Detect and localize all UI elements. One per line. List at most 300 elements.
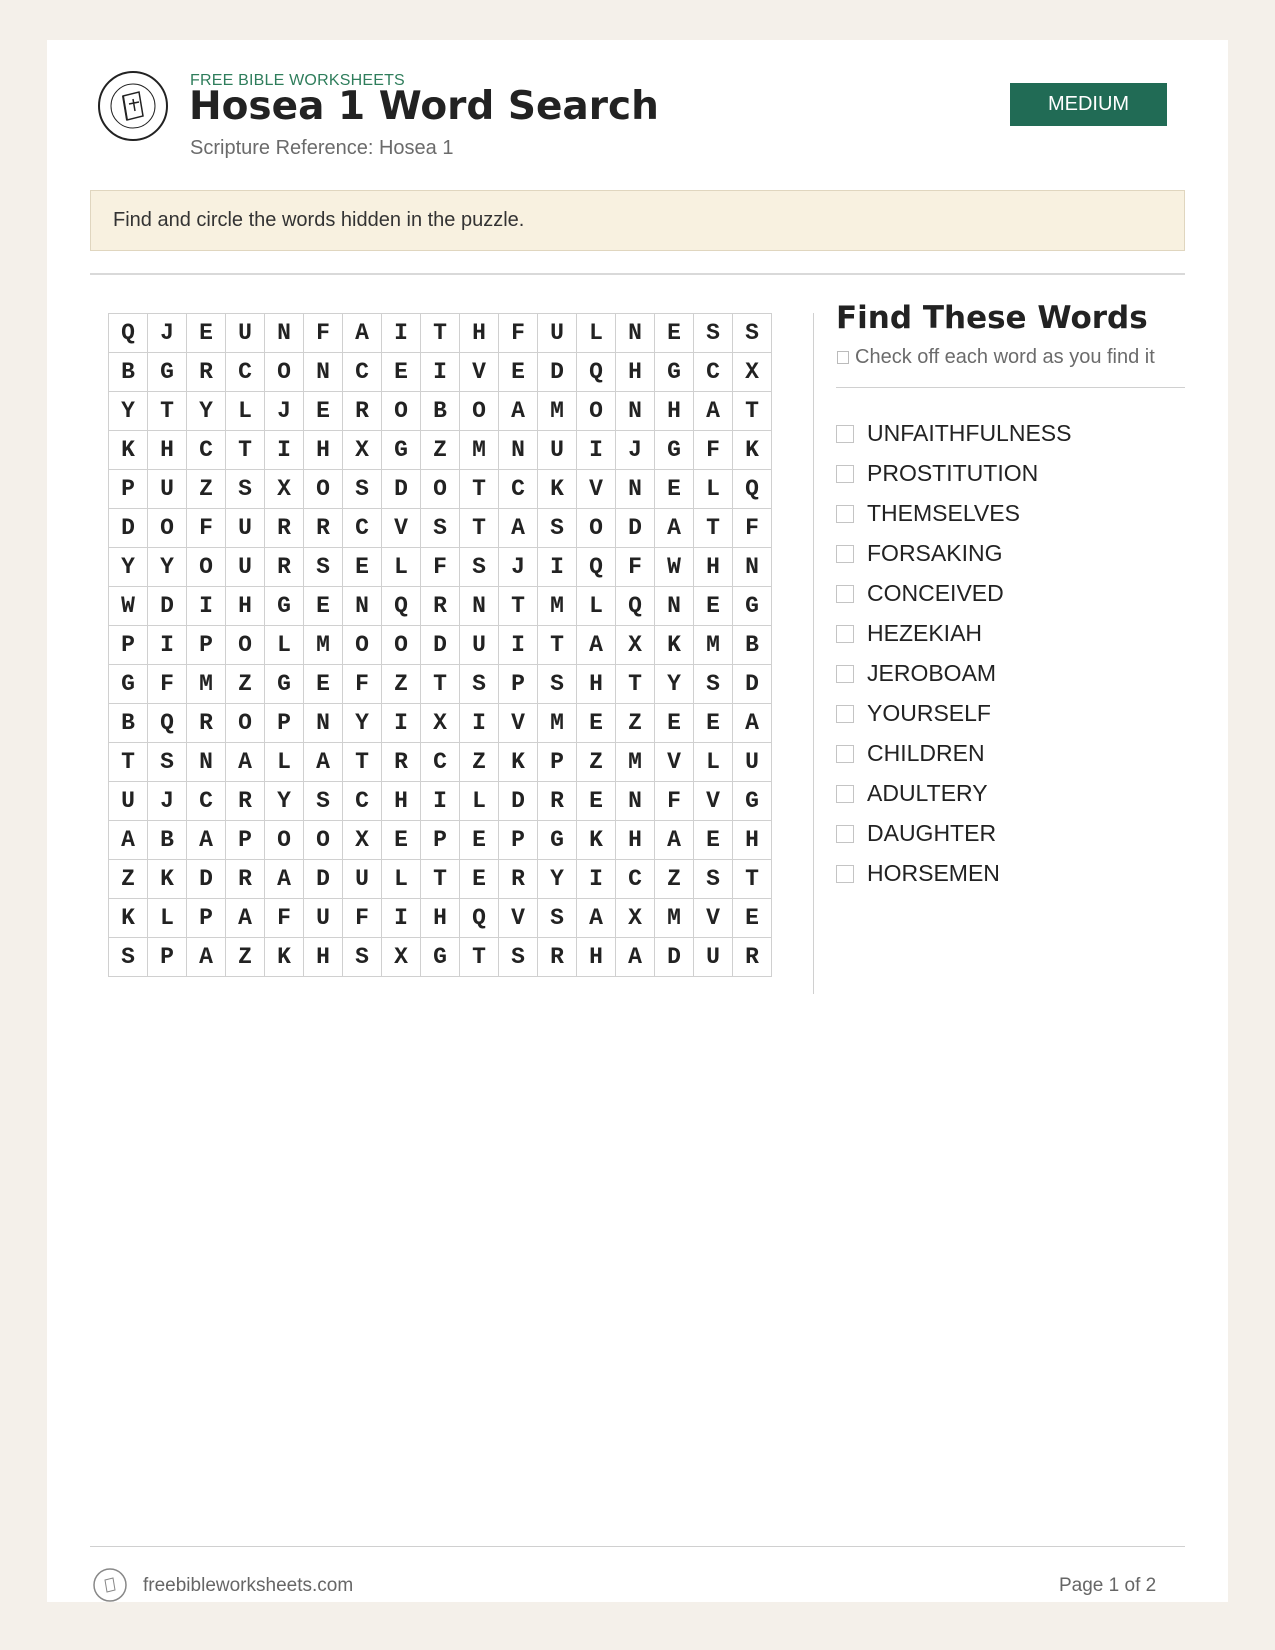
grid-cell[interactable]: I <box>421 782 460 821</box>
grid-cell[interactable]: E <box>694 704 733 743</box>
grid-cell[interactable]: U <box>226 314 265 353</box>
grid-cell[interactable]: M <box>538 704 577 743</box>
grid-cell[interactable]: A <box>343 314 382 353</box>
grid-cell[interactable]: L <box>694 743 733 782</box>
grid-cell[interactable]: E <box>694 587 733 626</box>
grid-cell[interactable]: P <box>187 626 226 665</box>
grid-cell[interactable]: R <box>538 782 577 821</box>
grid-cell[interactable]: Q <box>577 353 616 392</box>
grid-cell[interactable]: N <box>616 470 655 509</box>
grid-cell[interactable]: L <box>265 743 304 782</box>
grid-cell[interactable]: G <box>148 353 187 392</box>
grid-cell[interactable]: X <box>616 626 655 665</box>
grid-cell[interactable]: O <box>304 821 343 860</box>
word-checkbox[interactable] <box>836 585 854 603</box>
grid-cell[interactable]: X <box>616 899 655 938</box>
grid-cell[interactable]: F <box>421 548 460 587</box>
grid-cell[interactable]: I <box>499 626 538 665</box>
grid-cell[interactable]: Q <box>577 548 616 587</box>
grid-cell[interactable]: H <box>304 431 343 470</box>
grid-cell[interactable]: B <box>733 626 772 665</box>
grid-cell[interactable]: E <box>304 587 343 626</box>
grid-cell[interactable]: C <box>187 782 226 821</box>
grid-cell[interactable]: O <box>265 821 304 860</box>
grid-cell[interactable]: Z <box>460 743 499 782</box>
grid-cell[interactable]: Z <box>226 665 265 704</box>
grid-cell[interactable]: U <box>343 860 382 899</box>
grid-cell[interactable]: S <box>304 782 343 821</box>
grid-cell[interactable]: C <box>343 353 382 392</box>
word-checkbox[interactable] <box>836 665 854 683</box>
grid-cell[interactable]: F <box>265 899 304 938</box>
grid-cell[interactable]: T <box>421 860 460 899</box>
grid-cell[interactable]: M <box>538 392 577 431</box>
grid-cell[interactable]: A <box>265 860 304 899</box>
grid-cell[interactable]: E <box>733 899 772 938</box>
grid-cell[interactable]: V <box>694 899 733 938</box>
grid-cell[interactable]: S <box>148 743 187 782</box>
grid-cell[interactable]: I <box>538 548 577 587</box>
grid-cell[interactable]: K <box>265 938 304 977</box>
grid-cell[interactable]: Y <box>538 860 577 899</box>
grid-cell[interactable]: N <box>304 704 343 743</box>
grid-cell[interactable]: Y <box>109 392 148 431</box>
grid-cell[interactable]: F <box>304 314 343 353</box>
grid-cell[interactable]: N <box>499 431 538 470</box>
word-list-item[interactable] <box>836 453 1071 493</box>
grid-cell[interactable]: J <box>148 314 187 353</box>
word-checkbox[interactable] <box>836 865 854 883</box>
grid-cell[interactable]: Y <box>109 548 148 587</box>
grid-cell[interactable]: N <box>187 743 226 782</box>
grid-cell[interactable]: T <box>733 860 772 899</box>
grid-cell[interactable]: Q <box>148 704 187 743</box>
grid-cell[interactable]: R <box>304 509 343 548</box>
grid-cell[interactable]: L <box>382 860 421 899</box>
grid-cell[interactable]: H <box>577 665 616 704</box>
grid-cell[interactable]: T <box>421 665 460 704</box>
grid-cell[interactable]: C <box>694 353 733 392</box>
grid-cell[interactable]: A <box>577 899 616 938</box>
grid-cell[interactable]: G <box>733 587 772 626</box>
grid-cell[interactable]: Z <box>421 431 460 470</box>
grid-cell[interactable]: J <box>499 548 538 587</box>
grid-cell[interactable]: B <box>148 821 187 860</box>
grid-cell[interactable]: S <box>538 509 577 548</box>
grid-cell[interactable]: K <box>733 431 772 470</box>
grid-cell[interactable]: C <box>343 782 382 821</box>
grid-cell[interactable]: G <box>109 665 148 704</box>
grid-cell[interactable]: A <box>226 899 265 938</box>
grid-cell[interactable]: H <box>382 782 421 821</box>
grid-cell[interactable]: M <box>187 665 226 704</box>
grid-cell[interactable]: S <box>460 665 499 704</box>
word-list-item[interactable] <box>836 613 1071 653</box>
grid-cell[interactable]: R <box>265 548 304 587</box>
grid-cell[interactable]: Z <box>382 665 421 704</box>
grid-cell[interactable]: R <box>226 782 265 821</box>
grid-cell[interactable]: Z <box>187 470 226 509</box>
grid-cell[interactable]: N <box>733 548 772 587</box>
grid-cell[interactable]: A <box>499 392 538 431</box>
grid-cell[interactable]: L <box>577 587 616 626</box>
grid-cell[interactable]: R <box>226 860 265 899</box>
grid-cell[interactable]: A <box>109 821 148 860</box>
grid-cell[interactable]: T <box>538 626 577 665</box>
grid-cell[interactable]: X <box>343 431 382 470</box>
grid-cell[interactable]: F <box>187 509 226 548</box>
grid-cell[interactable]: E <box>655 704 694 743</box>
grid-cell[interactable]: Q <box>109 314 148 353</box>
grid-cell[interactable]: Z <box>226 938 265 977</box>
footer-site-link[interactable]: freebibleworksheets.com <box>143 1575 354 1596</box>
grid-cell[interactable]: G <box>265 587 304 626</box>
grid-cell[interactable]: Z <box>616 704 655 743</box>
grid-cell[interactable]: K <box>655 626 694 665</box>
grid-cell[interactable]: S <box>538 665 577 704</box>
grid-cell[interactable]: Y <box>343 704 382 743</box>
grid-cell[interactable]: I <box>382 899 421 938</box>
grid-cell[interactable]: R <box>343 392 382 431</box>
grid-cell[interactable]: E <box>382 353 421 392</box>
grid-cell[interactable]: D <box>616 509 655 548</box>
grid-cell[interactable]: C <box>616 860 655 899</box>
word-list-item[interactable] <box>836 813 1071 853</box>
grid-cell[interactable]: P <box>499 665 538 704</box>
grid-cell[interactable]: A <box>304 743 343 782</box>
grid-cell[interactable]: T <box>148 392 187 431</box>
grid-cell[interactable]: M <box>304 626 343 665</box>
grid-cell[interactable]: P <box>187 899 226 938</box>
grid-cell[interactable]: T <box>226 431 265 470</box>
grid-cell[interactable]: N <box>343 587 382 626</box>
grid-cell[interactable]: M <box>538 587 577 626</box>
grid-cell[interactable]: Q <box>460 899 499 938</box>
word-list-item[interactable] <box>836 733 1071 773</box>
word-checkbox[interactable] <box>836 745 854 763</box>
grid-cell[interactable]: L <box>148 899 187 938</box>
grid-cell[interactable]: N <box>655 587 694 626</box>
grid-cell[interactable]: G <box>733 782 772 821</box>
grid-cell[interactable]: A <box>577 626 616 665</box>
grid-cell[interactable]: U <box>460 626 499 665</box>
grid-cell[interactable]: X <box>382 938 421 977</box>
grid-cell[interactable]: S <box>694 860 733 899</box>
grid-cell[interactable]: M <box>655 899 694 938</box>
grid-cell[interactable]: F <box>343 899 382 938</box>
grid-cell[interactable]: O <box>304 470 343 509</box>
grid-cell[interactable]: H <box>616 821 655 860</box>
grid-cell[interactable]: A <box>226 743 265 782</box>
grid-cell[interactable]: Q <box>616 587 655 626</box>
grid-cell[interactable]: H <box>304 938 343 977</box>
grid-cell[interactable]: S <box>733 314 772 353</box>
grid-cell[interactable]: I <box>382 704 421 743</box>
grid-cell[interactable]: Q <box>382 587 421 626</box>
word-list-item[interactable] <box>836 853 1071 893</box>
grid-cell[interactable]: H <box>148 431 187 470</box>
grid-cell[interactable]: J <box>265 392 304 431</box>
grid-cell[interactable]: T <box>460 470 499 509</box>
grid-cell[interactable]: D <box>109 509 148 548</box>
grid-cell[interactable]: V <box>499 704 538 743</box>
grid-cell[interactable]: K <box>109 431 148 470</box>
grid-cell[interactable]: V <box>460 353 499 392</box>
grid-cell[interactable]: E <box>343 548 382 587</box>
grid-cell[interactable]: R <box>382 743 421 782</box>
grid-cell[interactable]: H <box>655 392 694 431</box>
grid-cell[interactable]: K <box>109 899 148 938</box>
grid-cell[interactable]: I <box>382 314 421 353</box>
grid-cell[interactable]: U <box>538 431 577 470</box>
grid-cell[interactable]: G <box>655 353 694 392</box>
grid-cell[interactable]: K <box>499 743 538 782</box>
grid-cell[interactable]: H <box>694 548 733 587</box>
grid-cell[interactable]: T <box>460 938 499 977</box>
grid-cell[interactable]: X <box>265 470 304 509</box>
grid-cell[interactable]: P <box>265 704 304 743</box>
grid-cell[interactable]: M <box>616 743 655 782</box>
grid-cell[interactable]: A <box>187 938 226 977</box>
grid-cell[interactable]: I <box>187 587 226 626</box>
word-checkbox[interactable] <box>836 465 854 483</box>
grid-cell[interactable]: E <box>460 821 499 860</box>
grid-cell[interactable]: S <box>343 470 382 509</box>
grid-cell[interactable]: N <box>265 314 304 353</box>
grid-cell[interactable]: T <box>421 314 460 353</box>
grid-cell[interactable]: H <box>226 587 265 626</box>
word-checkbox[interactable] <box>836 425 854 443</box>
grid-cell[interactable]: I <box>460 704 499 743</box>
word-checkbox[interactable] <box>836 825 854 843</box>
grid-cell[interactable]: L <box>265 626 304 665</box>
grid-cell[interactable]: E <box>577 782 616 821</box>
grid-cell[interactable]: N <box>616 392 655 431</box>
grid-cell[interactable]: X <box>733 353 772 392</box>
grid-cell[interactable]: Y <box>655 665 694 704</box>
grid-cell[interactable]: P <box>538 743 577 782</box>
grid-cell[interactable]: D <box>382 470 421 509</box>
grid-cell[interactable]: F <box>616 548 655 587</box>
grid-cell[interactable]: H <box>733 821 772 860</box>
grid-cell[interactable]: T <box>460 509 499 548</box>
grid-cell[interactable]: L <box>382 548 421 587</box>
grid-cell[interactable]: E <box>499 353 538 392</box>
word-list-item[interactable] <box>836 533 1071 573</box>
grid-cell[interactable]: B <box>109 353 148 392</box>
grid-cell[interactable]: A <box>499 509 538 548</box>
grid-cell[interactable]: E <box>304 392 343 431</box>
grid-cell[interactable]: O <box>382 626 421 665</box>
grid-cell[interactable]: K <box>577 821 616 860</box>
word-list-item[interactable] <box>836 653 1071 693</box>
grid-cell[interactable]: U <box>226 548 265 587</box>
grid-cell[interactable]: Y <box>187 392 226 431</box>
grid-cell[interactable]: N <box>460 587 499 626</box>
grid-cell[interactable]: L <box>226 392 265 431</box>
grid-cell[interactable]: G <box>655 431 694 470</box>
grid-cell[interactable]: T <box>694 509 733 548</box>
grid-cell[interactable]: D <box>304 860 343 899</box>
word-list-item[interactable] <box>836 773 1071 813</box>
grid-cell[interactable]: G <box>265 665 304 704</box>
grid-cell[interactable]: B <box>109 704 148 743</box>
grid-cell[interactable]: K <box>148 860 187 899</box>
grid-cell[interactable]: N <box>304 353 343 392</box>
grid-cell[interactable]: D <box>499 782 538 821</box>
grid-cell[interactable]: I <box>148 626 187 665</box>
grid-cell[interactable]: U <box>304 899 343 938</box>
grid-cell[interactable]: R <box>265 509 304 548</box>
grid-cell[interactable]: N <box>616 782 655 821</box>
grid-cell[interactable]: E <box>304 665 343 704</box>
grid-cell[interactable]: X <box>421 704 460 743</box>
grid-cell[interactable]: C <box>187 431 226 470</box>
grid-cell[interactable]: E <box>694 821 733 860</box>
grid-cell[interactable]: S <box>460 548 499 587</box>
word-checkbox[interactable] <box>836 785 854 803</box>
grid-cell[interactable]: U <box>733 743 772 782</box>
grid-cell[interactable]: R <box>421 587 460 626</box>
word-checkbox[interactable] <box>836 705 854 723</box>
grid-cell[interactable]: E <box>655 314 694 353</box>
grid-cell[interactable]: A <box>187 821 226 860</box>
grid-cell[interactable]: F <box>655 782 694 821</box>
grid-cell[interactable]: H <box>421 899 460 938</box>
grid-cell[interactable]: V <box>382 509 421 548</box>
grid-cell[interactable]: L <box>460 782 499 821</box>
grid-cell[interactable]: E <box>187 314 226 353</box>
grid-cell[interactable]: G <box>421 938 460 977</box>
grid-cell[interactable]: O <box>343 626 382 665</box>
grid-cell[interactable]: O <box>460 392 499 431</box>
grid-cell[interactable]: J <box>616 431 655 470</box>
grid-cell[interactable]: R <box>499 860 538 899</box>
word-checkbox[interactable] <box>836 545 854 563</box>
grid-cell[interactable]: O <box>265 353 304 392</box>
grid-cell[interactable]: J <box>148 782 187 821</box>
grid-cell[interactable]: V <box>655 743 694 782</box>
grid-cell[interactable]: H <box>616 353 655 392</box>
grid-cell[interactable]: O <box>148 509 187 548</box>
grid-cell[interactable]: I <box>577 860 616 899</box>
grid-cell[interactable]: X <box>343 821 382 860</box>
grid-cell[interactable]: O <box>226 626 265 665</box>
grid-cell[interactable]: F <box>499 314 538 353</box>
grid-cell[interactable]: R <box>733 938 772 977</box>
grid-cell[interactable]: Q <box>733 470 772 509</box>
grid-cell[interactable]: Z <box>655 860 694 899</box>
grid-cell[interactable]: I <box>265 431 304 470</box>
grid-cell[interactable]: U <box>694 938 733 977</box>
grid-cell[interactable]: A <box>616 938 655 977</box>
grid-cell[interactable]: U <box>109 782 148 821</box>
grid-cell[interactable]: D <box>421 626 460 665</box>
grid-cell[interactable]: V <box>499 899 538 938</box>
grid-cell[interactable]: E <box>655 470 694 509</box>
grid-cell[interactable]: M <box>460 431 499 470</box>
grid-cell[interactable]: C <box>226 353 265 392</box>
word-list-item[interactable] <box>836 693 1071 733</box>
grid-cell[interactable]: T <box>616 665 655 704</box>
grid-cell[interactable]: F <box>694 431 733 470</box>
grid-cell[interactable]: E <box>577 704 616 743</box>
grid-cell[interactable]: I <box>421 353 460 392</box>
grid-cell[interactable]: O <box>577 509 616 548</box>
grid-cell[interactable]: F <box>733 509 772 548</box>
word-list-item[interactable] <box>836 413 1071 453</box>
grid-cell[interactable]: D <box>538 353 577 392</box>
grid-cell[interactable]: T <box>343 743 382 782</box>
grid-cell[interactable]: D <box>733 665 772 704</box>
grid-cell[interactable]: D <box>187 860 226 899</box>
word-checkbox[interactable] <box>836 505 854 523</box>
grid-cell[interactable]: M <box>694 626 733 665</box>
grid-cell[interactable]: T <box>109 743 148 782</box>
grid-cell[interactable]: F <box>343 665 382 704</box>
grid-cell[interactable]: D <box>655 938 694 977</box>
grid-cell[interactable]: A <box>655 509 694 548</box>
grid-cell[interactable]: P <box>148 938 187 977</box>
grid-cell[interactable]: Z <box>109 860 148 899</box>
word-list-item[interactable] <box>836 493 1071 533</box>
grid-cell[interactable]: L <box>694 470 733 509</box>
grid-cell[interactable]: Y <box>265 782 304 821</box>
grid-cell[interactable]: S <box>343 938 382 977</box>
grid-cell[interactable]: S <box>694 314 733 353</box>
grid-cell[interactable]: A <box>655 821 694 860</box>
grid-cell[interactable]: T <box>733 392 772 431</box>
grid-cell[interactable]: D <box>148 587 187 626</box>
grid-cell[interactable]: E <box>382 821 421 860</box>
grid-cell[interactable]: O <box>577 392 616 431</box>
grid-cell[interactable]: R <box>538 938 577 977</box>
grid-cell[interactable]: S <box>538 899 577 938</box>
grid-cell[interactable]: U <box>538 314 577 353</box>
grid-cell[interactable]: R <box>187 353 226 392</box>
grid-cell[interactable]: T <box>499 587 538 626</box>
grid-cell[interactable]: V <box>577 470 616 509</box>
grid-cell[interactable]: R <box>187 704 226 743</box>
word-checkbox[interactable] <box>836 625 854 643</box>
grid-cell[interactable]: B <box>421 392 460 431</box>
grid-cell[interactable]: Y <box>148 548 187 587</box>
grid-cell[interactable]: V <box>694 782 733 821</box>
grid-cell[interactable]: H <box>460 314 499 353</box>
grid-cell[interactable]: A <box>733 704 772 743</box>
grid-cell[interactable]: O <box>421 470 460 509</box>
grid-cell[interactable]: S <box>226 470 265 509</box>
grid-cell[interactable]: U <box>148 470 187 509</box>
grid-cell[interactable]: U <box>226 509 265 548</box>
grid-cell[interactable]: S <box>304 548 343 587</box>
grid-cell[interactable]: G <box>382 431 421 470</box>
grid-cell[interactable]: S <box>694 665 733 704</box>
grid-cell[interactable]: C <box>499 470 538 509</box>
grid-cell[interactable]: O <box>226 704 265 743</box>
grid-cell[interactable]: P <box>109 626 148 665</box>
word-list-item[interactable] <box>836 573 1071 613</box>
grid-cell[interactable]: H <box>577 938 616 977</box>
grid-cell[interactable]: K <box>538 470 577 509</box>
grid-cell[interactable]: W <box>109 587 148 626</box>
grid-cell[interactable]: O <box>187 548 226 587</box>
grid-cell[interactable]: F <box>148 665 187 704</box>
grid-cell[interactable]: S <box>421 509 460 548</box>
grid-cell[interactable]: I <box>577 431 616 470</box>
grid-cell[interactable]: N <box>616 314 655 353</box>
grid-cell[interactable]: Z <box>577 743 616 782</box>
